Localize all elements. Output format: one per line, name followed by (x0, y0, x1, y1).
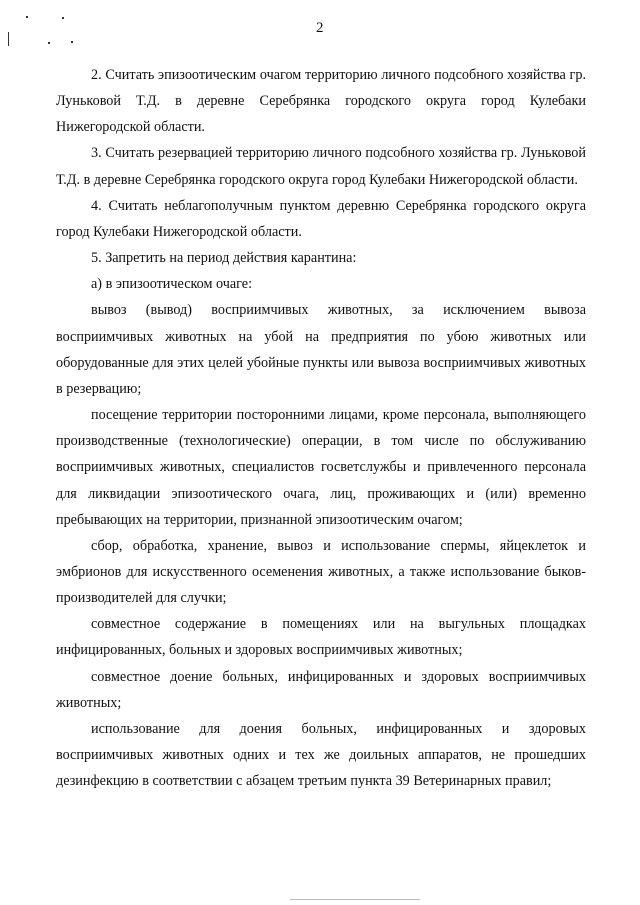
scan-speck (48, 42, 50, 44)
page-number: 2 (316, 20, 324, 36)
scan-bottom-edge (290, 899, 420, 900)
paragraph-item-5: 5. Запретить на период действия карантина: (91, 250, 357, 267)
scan-speck (71, 41, 73, 43)
paragraph-joint-keeping-ban: совместное содержание в помещениях или на выгульных площадках инфицированных, больных и здоровых восприимчивых животных; (56, 616, 586, 659)
document-body (56, 62, 586, 794)
paragraph-milking-equipment-ban: использование для доения больных, инфицированных и здоровых восприимчивых животных одних и тех же доильных аппаратов, не прошедших дезинфекцию в соответствии с абзацем третьим пункта 39 Ветеринарных правил; (56, 720, 586, 790)
paragraph-item-3: 3. Считать резервацией территорию личного подсобного хозяйства гр. Луньковой Т.Д. в деревне Серебрянка городского округа город Кулебаки Нижегородской области. (56, 145, 586, 188)
paragraph-item-4: 4. Считать неблагополучным пунктом деревню Серебрянка городского округа город Кулебаки Нижегородской области. (56, 197, 586, 240)
paragraph-visit-ban: посещение территории посторонними лицами, кроме персонала, выполняющего производственные (технологические) операции, в том числе по обслуживанию восприимчивых животных, специалистов госветслужбы и привлеченного персонала для ликвидации эпизоотического очага, лиц, проживающих и (или) временно пребывающих на территории, признанной эпизоотическим очагом; (56, 407, 586, 528)
paragraph-subitem-a: а) в эпизоотическом очаге: (91, 276, 253, 293)
paragraph-semen-ban: сбор, обработка, хранение, вывоз и использование спермы, яйцеклеток и эмбрионов для искусственного осеменения животных, а также использование быков-производителей для случки; (56, 537, 586, 607)
scan-speck (26, 16, 28, 18)
paragraph-item-2: 2. Считать эпизоотическим очагом территорию личного подсобного хозяйства гр. Луньковой Т.Д. в деревне Серебрянка городского округа город Кулебаки Нижегородской области. (56, 67, 586, 136)
paragraph-export-ban: вывоз (вывод) восприимчивых животных, за исключением вывоза восприимчивых животных на убой на предприятия по убою животных или оборудованные для этих целей убойные пункты или вывоза восприимчивых животных в резервацию; (56, 302, 586, 397)
scan-speck (62, 17, 64, 19)
paragraph-joint-milking-ban: совместное доение больных, инфицированных и здоровых восприимчивых животных; (56, 668, 586, 711)
